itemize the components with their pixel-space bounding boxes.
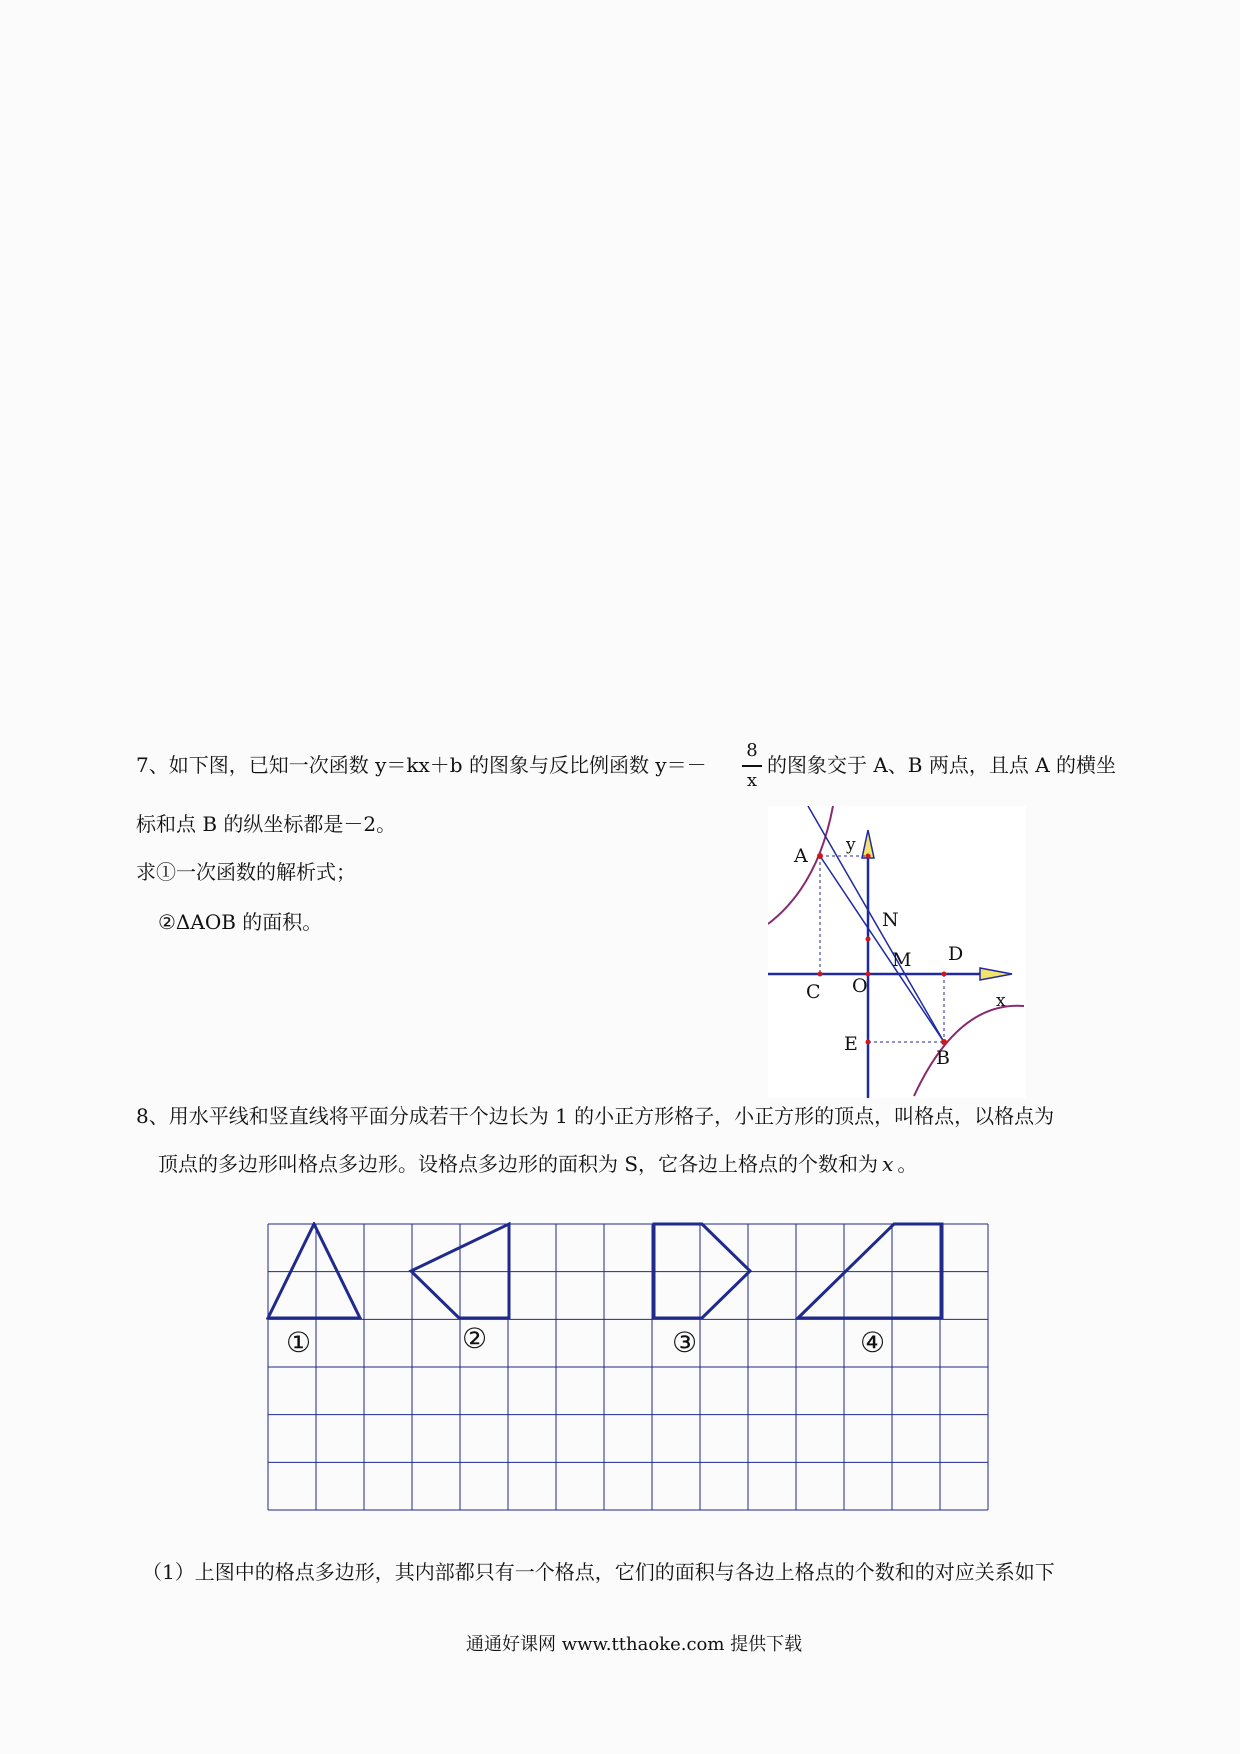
point-d xyxy=(942,972,947,977)
label-a: A xyxy=(794,845,808,867)
label-m: M xyxy=(892,949,912,971)
point-b xyxy=(941,1039,947,1045)
polygon-1 xyxy=(268,1224,360,1318)
label-n: N xyxy=(882,909,899,931)
fraction-denominator: x xyxy=(746,770,758,791)
q7-line4: ②ΔAOB 的面积。 xyxy=(158,910,323,934)
label-o: O xyxy=(852,975,868,997)
point-n xyxy=(866,937,871,942)
q8-line2-end: 。 xyxy=(897,1152,918,1176)
fraction-bar xyxy=(742,765,762,767)
q7-line1-suffix: 的图象交于 A、B 两点，且点 A 的横坐 xyxy=(767,753,1117,777)
q8-sub1: （1）上图中的格点多边形，其内部都只有一个格点，它们的面积与各边上格点的个数和的对应关系如下 xyxy=(142,1560,1055,1584)
q8-line2 xyxy=(158,1154,917,1174)
q7-line1 xyxy=(136,755,707,775)
polygon-label-2: ② xyxy=(462,1322,488,1355)
label-y: y xyxy=(846,835,856,855)
point-c xyxy=(818,972,823,977)
q8-var-x: x xyxy=(882,1152,894,1176)
grid-lines xyxy=(268,1224,988,1510)
q7-line1-prefix: 7、如下图，已知一次函数 y＝kx＋b 的图象与反比例函数 y＝－ xyxy=(136,753,707,777)
q7-line2: 标和点 B 的纵坐标都是－2。 xyxy=(136,812,397,836)
fraction-numerator: 8 xyxy=(746,740,758,761)
label-e: E xyxy=(844,1033,858,1055)
q8-line2-text: 顶点的多边形叫格点多边形。设格点多边形的面积为 S，它各边上格点的个数和为 xyxy=(158,1152,879,1176)
label-c: C xyxy=(806,981,821,1003)
point-e xyxy=(866,1040,871,1045)
label-b: B xyxy=(936,1047,950,1069)
polygon-4 xyxy=(798,1224,942,1318)
polygon-label-3: ③ xyxy=(672,1326,698,1359)
lattice-grid-figure xyxy=(266,1222,992,1514)
polygon-label-4: ④ xyxy=(860,1326,886,1359)
q8-line1: 8、用水平线和竖直线将平面分成若干个边长为 1 的小正方形格子，小正方形的顶点，叫格点，以格点为 xyxy=(136,1104,1055,1128)
polygon-label-1: ① xyxy=(286,1326,312,1359)
q7-line3: 求①一次函数的解析式； xyxy=(136,860,356,884)
label-x: x xyxy=(996,991,1006,1011)
point-a xyxy=(817,853,823,859)
polygon-3 xyxy=(654,1224,750,1318)
footer-credit: 通通好课网 www.tthaoke.com 提供下载 xyxy=(466,1634,803,1655)
point-y-a xyxy=(866,854,871,859)
label-d: D xyxy=(948,943,964,965)
function-figure xyxy=(768,806,1026,1098)
